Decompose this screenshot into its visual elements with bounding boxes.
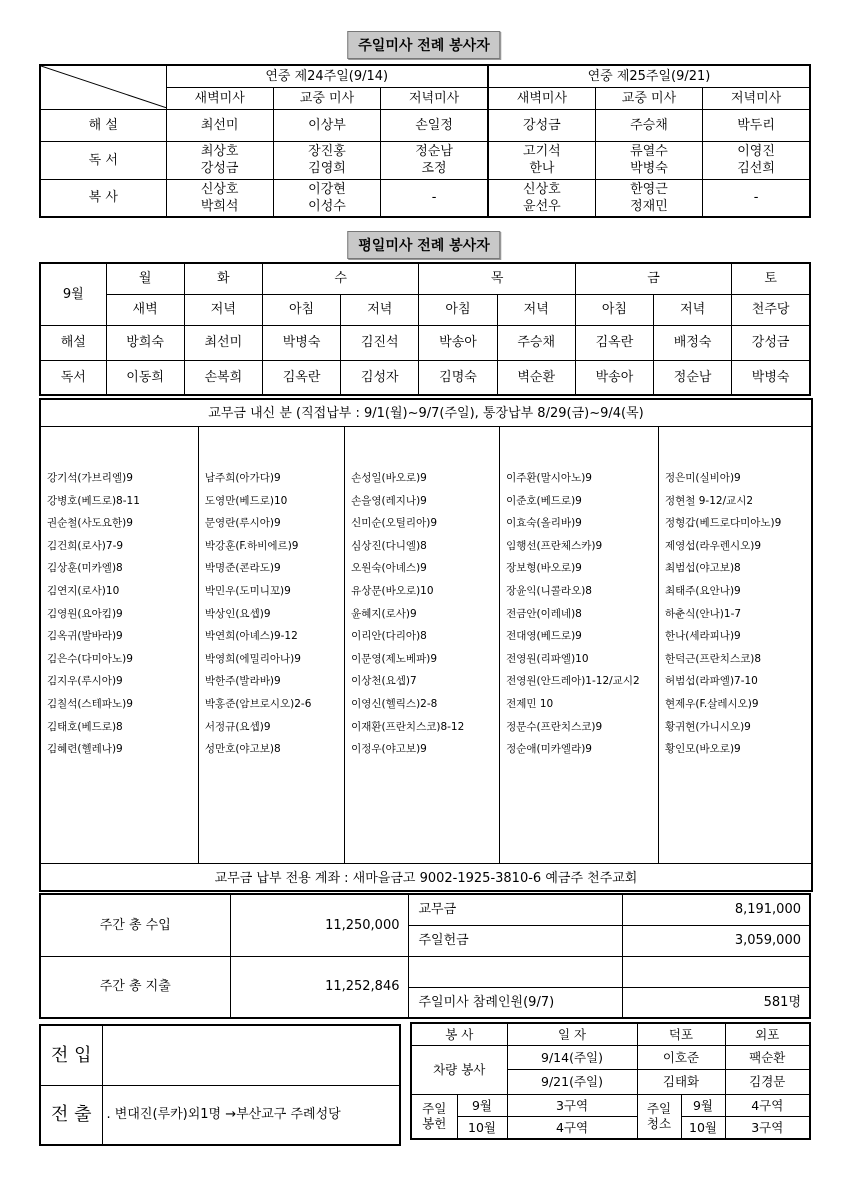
finance-item-label: 교무금 (408, 894, 622, 925)
server-cell: 신상호 박희석 (166, 179, 273, 217)
clean-zone: 3구역 (725, 1117, 810, 1139)
donor-entry: 박명준(콘라도)9 (204, 562, 281, 575)
server-cell: 방희숙 (106, 325, 184, 360)
time-header: 아침 (575, 294, 653, 325)
donor-entry: 문영란(루시아)9 (204, 517, 281, 530)
donor-entry: 유상문(바오로)10 (351, 584, 434, 597)
donor-entry: 장윤익(니콜라오)8 (506, 584, 592, 597)
server-cell: 이강현 이성수 (273, 179, 380, 217)
server-cell: 김옥란 (575, 325, 653, 360)
donor-entry: 전제민 10 (506, 697, 554, 710)
server-cell: 정순남 (654, 360, 732, 395)
service-header: 일 자 (507, 1023, 637, 1045)
donor-entry: 정은미(실비아)9 (664, 472, 741, 484)
donor-entry: 이재환(프란치스코)8-12 (351, 720, 465, 733)
day-header: 토 (732, 263, 810, 294)
donor-entry: 이효숙(올리바)9 (506, 517, 582, 530)
donor-entry: 박홍준(암브로시오)2-6 (204, 697, 312, 710)
month-cell: 9월 (40, 263, 106, 325)
server-cell: 한영근 정재민 (595, 179, 702, 217)
donor-entry: 김건희(로사)7-9 (47, 539, 124, 552)
mass-header: 새벽미사 (166, 87, 273, 109)
server-cell: 박송아 (419, 325, 497, 360)
service-header: 봉 사 (411, 1023, 507, 1045)
donor-entry: 박한주(발라바)9 (204, 675, 281, 688)
server-cell: 고기석 한나 (488, 141, 595, 179)
server-cell: 손일정 (381, 109, 488, 141)
donor-entry: 정문수(프란치스코)9 (506, 720, 603, 733)
transfer-out-value: . 변대진(루카)외1명 →부산교구 주례성당 (102, 1085, 400, 1145)
donation-box (39, 398, 813, 892)
service-table (410, 1022, 811, 1140)
donor-entry: 손을영(레지나)9 (351, 494, 427, 507)
donation-column (345, 427, 500, 863)
clean-month: 9월 (681, 1094, 725, 1116)
server-cell: 류열수 박병숙 (595, 141, 702, 179)
server-cell: - (381, 179, 488, 217)
server-cell: 박두리 (703, 109, 810, 141)
mass-header: 저녁미사 (381, 87, 488, 109)
income-label: 주간 총 수입 (40, 894, 230, 956)
donation-column (659, 427, 811, 863)
server-cell: 박병숙 (732, 360, 810, 395)
donor-entry: 오원숙(아녜스)9 (351, 562, 427, 575)
finance-table (39, 893, 811, 1019)
diagonal-corner-cell (40, 65, 166, 109)
transfer-out-label: 전 출 (40, 1085, 102, 1145)
time-header: 저녁 (184, 294, 262, 325)
donor-entry: 강기석(가브리엘)9 (47, 472, 133, 484)
donor-entry: 김영원(요아킴)9 (47, 607, 123, 620)
server-cell: 김진석 (341, 325, 419, 360)
donor-entry: 박연희(아녜스)9-12 (204, 630, 298, 643)
server-cell: 정순남 조정 (381, 141, 488, 179)
finance-item-value: 581명 (622, 987, 810, 1018)
vehicle-driver: 김태화 (637, 1070, 725, 1094)
week1-header: 연중 제24주일(9/14) (166, 65, 488, 87)
donor-entry: 최범섭(야고보)8 (664, 562, 741, 575)
time-header: 새벽 (106, 294, 184, 325)
server-cell: 주승채 (497, 325, 575, 360)
row-label: 해 설 (40, 109, 166, 141)
clean-zone: 4구역 (725, 1094, 810, 1116)
finance-item-value (622, 956, 810, 987)
service-header: 덕포 (637, 1023, 725, 1045)
sunday-row-reading (40, 141, 810, 179)
server-cell: 주승채 (595, 109, 702, 141)
donor-entry: 허범섭(라파엘)7-10 (664, 675, 758, 688)
row-label: 독서 (40, 360, 106, 395)
donor-entry: 황귀현(가니시오)9 (664, 720, 751, 733)
donation-title: 교무금 내신 분 (직접납부 : 9/1(월)~9/7(주일), 통장납부 8/29(금)~9/4(목) (208, 406, 644, 421)
donor-entry: 이상천(요셉)7 (351, 675, 417, 688)
account-line: 교무금 납부 전용 계좌 : 새마을금고 9002-1925-3810-6 예금주 천주교회 (214, 871, 638, 886)
mass-header: 교중 미사 (273, 87, 380, 109)
vehicle-driver: 김경문 (725, 1070, 810, 1094)
server-cell: 강성금 (732, 325, 810, 360)
donor-entry: 신미순(오틸리아)9 (351, 517, 437, 530)
server-cell: 최선미 (166, 109, 273, 141)
donor-entry: 한나(세라피나)9 (664, 630, 741, 643)
donor-entry: 강병호(베드로)8-11 (47, 494, 140, 507)
donation-column (41, 427, 199, 863)
finance-item-value: 3,059,000 (622, 925, 810, 956)
time-header: 천주당 (732, 294, 810, 325)
donor-entry: 전대영(베드로)9 (506, 630, 582, 643)
donor-entry: 전금안(이레네)8 (506, 607, 582, 620)
donor-entry: 손성일(바오로)9 (351, 472, 427, 484)
donor-entry: 제영섭(라우렌시오)9 (664, 539, 762, 552)
donor-entry: 권순철(사도요한)9 (47, 517, 133, 530)
donor-entry: 김태호(베드로)8 (47, 720, 123, 733)
server-cell: 김명숙 (419, 360, 497, 395)
donor-entry: 정현철 9-12/교시2 (664, 494, 754, 507)
donor-entry: 김은수(다미아노)9 (47, 652, 133, 665)
donor-entry: 정형갑(베드로다미아노)9 (664, 517, 782, 530)
finance-item-value: 8,191,000 (622, 894, 810, 925)
donor-entry: 이영신(헬릭스)2-8 (351, 697, 438, 710)
donor-entry: 이정우(야고보)9 (351, 743, 427, 756)
service-header: 외포 (725, 1023, 810, 1045)
donation-grid (41, 426, 811, 864)
vehicle-driver: 이호준 (637, 1045, 725, 1069)
donor-entry: 도영만(베드로)10 (204, 494, 288, 507)
donor-entry: 정순애(미카엘라)9 (506, 743, 592, 756)
donor-entry: 이준호(베드로)9 (506, 494, 582, 507)
server-cell: - (703, 179, 810, 217)
server-cell: 벽순환 (497, 360, 575, 395)
finance-item-label: 주일헌금 (408, 925, 622, 956)
sunday-row-commentary (40, 109, 810, 141)
vehicle-date: 9/21(주일) (507, 1070, 637, 1094)
donor-entry: 김혜련(헬레나)9 (47, 743, 123, 756)
day-header: 금 (575, 263, 731, 294)
vehicle-date: 9/14(주일) (507, 1045, 637, 1069)
donor-entry: 이주환(말시아노)9 (506, 472, 592, 484)
mass-header: 교중 미사 (595, 87, 702, 109)
time-header: 저녁 (341, 294, 419, 325)
day-header: 목 (419, 263, 575, 294)
server-cell: 장진홍 김영희 (273, 141, 380, 179)
weekday-row-commentary (40, 325, 810, 360)
server-cell: 이상부 (273, 109, 380, 141)
diagonal-line (41, 66, 167, 108)
sunday-row-altar (40, 179, 810, 217)
sunday-section-title: 주일미사 전례 봉사자 (347, 31, 500, 59)
donor-entry: 심상진(다니엘)8 (351, 539, 427, 552)
server-cell: 김옥란 (262, 360, 340, 395)
flower-month: 9월 (457, 1094, 507, 1116)
server-cell: 배정숙 (654, 325, 732, 360)
donor-entry: 임행선(프란체스카)9 (506, 539, 603, 552)
time-header: 아침 (419, 294, 497, 325)
finance-item-label (408, 956, 622, 987)
finance-item-label: 주일미사 참례인원(9/7) (408, 987, 622, 1018)
donor-entry: 윤혜지(로사)9 (351, 607, 417, 620)
donor-entry: 하춘식(안나)1-7 (664, 607, 742, 620)
donor-entry: 박민우(도미니꼬)9 (204, 584, 291, 597)
donor-entry: 김옥귀(발바라)9 (47, 630, 123, 643)
transfer-table (39, 1024, 401, 1146)
donor-entry: 현제우(F.살레시오)9 (664, 697, 759, 710)
transfer-in-value (102, 1025, 400, 1085)
server-cell: 이영진 김선희 (703, 141, 810, 179)
server-cell: 강성금 (488, 109, 595, 141)
donor-entry: 전영원(리파엘)10 (506, 652, 589, 665)
vehicle-label: 차량 봉사 (411, 1045, 507, 1094)
sunday-servers-table (39, 64, 811, 218)
donor-entry: 장보형(바오로)9 (506, 562, 582, 575)
expense-label: 주간 총 지출 (40, 956, 230, 1018)
mass-header: 새벽미사 (488, 87, 595, 109)
server-cell: 박병숙 (262, 325, 340, 360)
donation-column (500, 427, 659, 863)
donor-entry: 한덕근(프란치스코)8 (664, 652, 762, 665)
donor-entry: 남주희(아가다)9 (204, 472, 281, 484)
week2-header: 연중 제25주일(9/21) (488, 65, 810, 87)
server-cell: 최선미 (184, 325, 262, 360)
donor-entry: 이리안(다리아)8 (351, 630, 427, 643)
server-cell: 김성자 (341, 360, 419, 395)
server-cell: 이동희 (106, 360, 184, 395)
weekday-servers-table (39, 262, 811, 396)
flower-zone: 4구역 (507, 1117, 637, 1139)
transfer-in-label: 전 입 (40, 1025, 102, 1085)
donor-entry: 박영희(에밀리아나)9 (204, 652, 301, 665)
donor-entry: 박강훈(F.하비에르)9 (204, 539, 299, 552)
server-cell: 신상호 윤선우 (488, 179, 595, 217)
server-cell: 박송아 (575, 360, 653, 395)
server-cell: 손복희 (184, 360, 262, 395)
donor-entry: 박상인(요셉)9 (204, 607, 271, 620)
clean-month: 10월 (681, 1117, 725, 1139)
donor-entry: 김칠석(스테파노)9 (47, 697, 133, 710)
time-header: 아침 (262, 294, 340, 325)
day-header: 수 (262, 263, 418, 294)
donor-entry: 성만호(야고보)8 (204, 743, 281, 756)
expense-value: 11,252,846 (230, 956, 408, 1018)
weekday-row-reading (40, 360, 810, 395)
donor-entry: 이문영(제노베파)9 (351, 652, 437, 665)
day-header: 화 (184, 263, 262, 294)
row-label: 독 서 (40, 141, 166, 179)
donor-entry: 전영원(안드레아)1-12/교시2 (506, 675, 640, 688)
time-header: 저녁 (654, 294, 732, 325)
donor-entry: 김상훈(미카엘)8 (47, 562, 123, 575)
clean-label: 주일 청소 (637, 1094, 681, 1139)
day-header: 월 (106, 263, 184, 294)
vehicle-driver: 팩순환 (725, 1045, 810, 1069)
donor-entry: 김지우(루시아)9 (47, 675, 123, 688)
donor-entry: 최태주(요안나)9 (664, 584, 741, 597)
row-label: 복 사 (40, 179, 166, 217)
mass-header: 저녁미사 (703, 87, 810, 109)
donor-entry: 김연지(로사)10 (47, 584, 120, 597)
income-value: 11,250,000 (230, 894, 408, 956)
time-header: 저녁 (497, 294, 575, 325)
row-label: 해설 (40, 325, 106, 360)
weekday-section-title: 평일미사 전례 봉사자 (347, 231, 500, 259)
flower-zone: 3구역 (507, 1094, 637, 1116)
server-cell: 최상호 강성금 (166, 141, 273, 179)
donation-column (199, 427, 345, 863)
donor-entry: 황인모(바오로)9 (664, 743, 741, 756)
donor-entry: 서정규(요셉)9 (204, 720, 271, 733)
flower-label: 주일 봉헌 (411, 1094, 457, 1139)
flower-month: 10월 (457, 1117, 507, 1139)
